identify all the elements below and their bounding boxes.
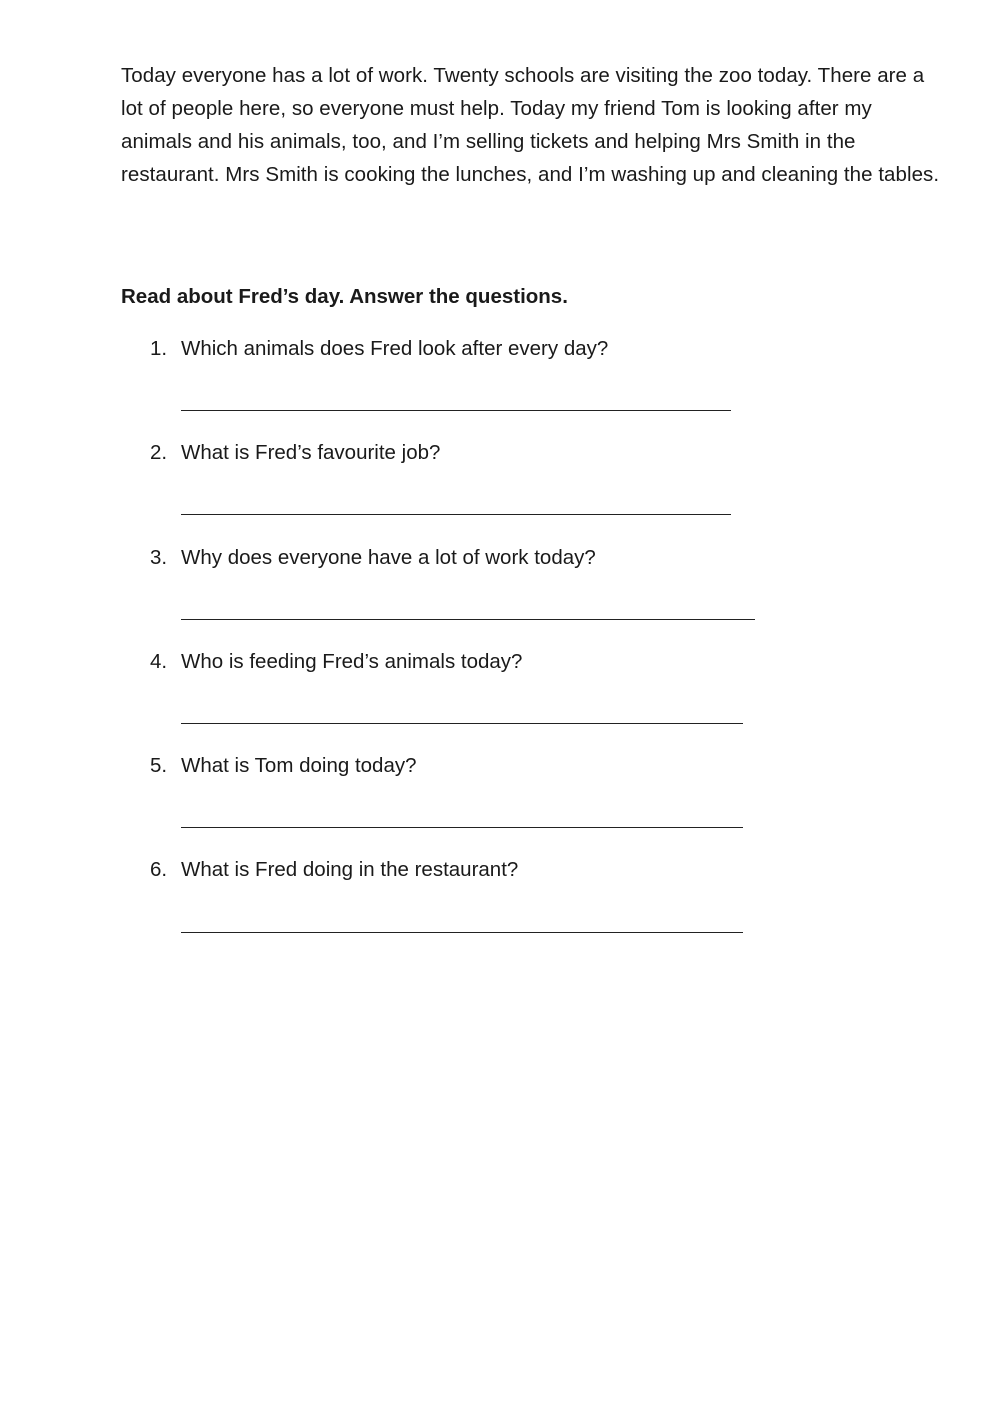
question-text: What is Fred doing in the restaurant? bbox=[181, 858, 519, 881]
question-text: Why does everyone have a lot of work today? bbox=[181, 546, 596, 569]
answer-line-4[interactable] bbox=[181, 723, 743, 724]
question-text: Who is feeding Fred’s animals today? bbox=[181, 650, 523, 673]
question-number: 6. bbox=[150, 858, 168, 881]
question-text: What is Tom doing today? bbox=[181, 754, 417, 777]
answer-line-5[interactable] bbox=[181, 827, 743, 828]
question-number: 2. bbox=[150, 441, 168, 464]
question-number: 3. bbox=[150, 546, 168, 569]
question-number: 1. bbox=[150, 337, 168, 360]
answer-line-3[interactable] bbox=[181, 619, 755, 620]
question-text: What is Fred’s favourite job? bbox=[181, 441, 441, 464]
question-text: Which animals does Fred look after every day? bbox=[181, 337, 609, 360]
answer-line-1[interactable] bbox=[181, 410, 731, 411]
reading-passage: Today everyone has a lot of work. Twenty schools are visiting the zoo today. There are a lot of people here, so everyone must help. Today my friend Tom is looking after my animals and his animals, too, and I’m selling tickets and helping Mrs Smith in the restaurant. Mrs Smith is cooking the lunches, and I’m washing up and cleaning the tables. bbox=[121, 64, 940, 186]
answer-line-6[interactable] bbox=[181, 932, 743, 933]
answer-line-2[interactable] bbox=[181, 514, 731, 515]
instruction-heading: Read about Fred’s day. Answer the questions. bbox=[121, 285, 568, 308]
question-number: 4. bbox=[150, 650, 168, 673]
question-number: 5. bbox=[150, 754, 168, 777]
